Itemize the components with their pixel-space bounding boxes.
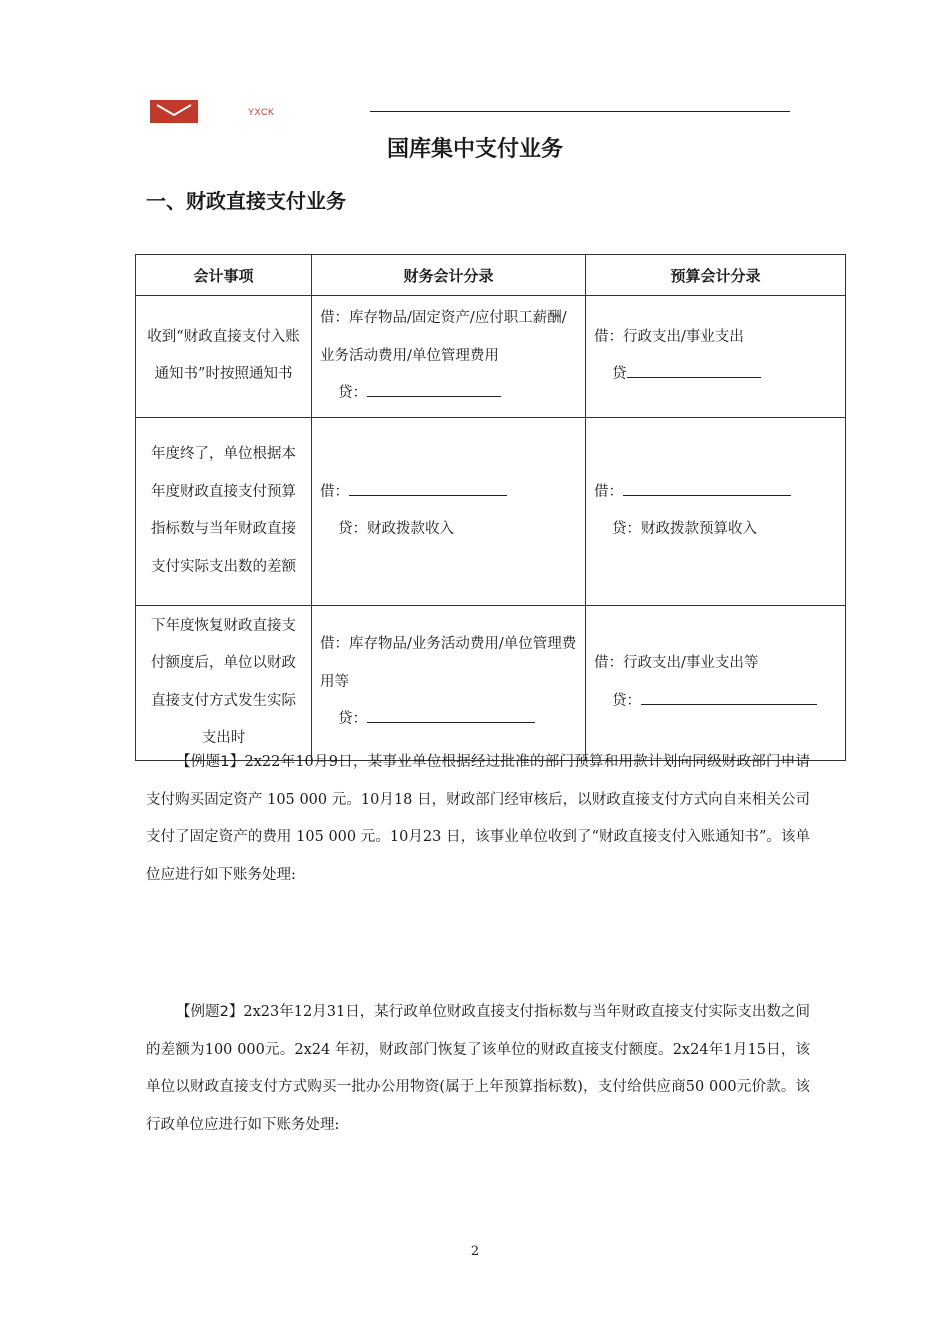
logo-text: YXCK bbox=[248, 107, 275, 117]
debit-line bbox=[320, 474, 577, 512]
logo-icon bbox=[150, 100, 198, 123]
budget-entry bbox=[586, 296, 846, 418]
financial-entry bbox=[312, 417, 586, 605]
debit-label: 借： bbox=[320, 483, 349, 500]
example-tag: 【例题1】 bbox=[176, 754, 245, 770]
budget-entry bbox=[586, 417, 846, 605]
example-1 bbox=[146, 744, 810, 894]
answer-blank bbox=[367, 708, 535, 723]
financial-entry bbox=[312, 296, 586, 418]
credit-label: 贷： bbox=[338, 385, 367, 401]
debit-line: 借：行政支出/事业支出 bbox=[594, 328, 744, 345]
debit-line: 借：库存物品/固定资产/应付职工薪酬/业务活动费用/单位管理费用 bbox=[320, 310, 567, 364]
answer-blank bbox=[641, 690, 817, 705]
budget-entry bbox=[586, 605, 846, 760]
financial-entry bbox=[312, 605, 586, 760]
debit-line: 借：行政支出/事业支出等 bbox=[594, 655, 759, 671]
column-header: 会计事项 bbox=[136, 255, 312, 296]
debit-line bbox=[594, 474, 837, 512]
table-header-row bbox=[136, 255, 846, 296]
credit-label: 贷： bbox=[338, 711, 367, 728]
example-tag: 【例题2】 bbox=[176, 1004, 244, 1020]
accounting-item: 收到“财政直接支付入账通知书”时按照通知书 bbox=[136, 296, 312, 418]
answer-blank bbox=[623, 481, 791, 496]
example-text: 2x23年12月31日，某行政单位财政直接支付指标数与当年财政直接支付实际支出数之间的差额为100 000元。2x24 年初，财政部门恢复了该单位的财政直接支付额度。2x24年1月15日，该单位以财政直接支付方式购买一批办公用物资(属于上年预算指标数)，支付给供应商50 000元价款。该行政单位应进行如下账务处理: bbox=[146, 1004, 810, 1133]
debit-label: 借： bbox=[594, 483, 623, 500]
credit-line bbox=[320, 375, 577, 413]
credit-line bbox=[594, 683, 837, 721]
page-title: 国库集中支付业务 bbox=[386, 137, 563, 162]
debit-line: 借：库存物品/业务活动费用/单位管理费用等 bbox=[320, 636, 577, 690]
column-header: 预算会计分录 bbox=[586, 255, 846, 296]
header-rule bbox=[370, 111, 790, 112]
accounting-item: 年度终了，单位根据本年度财政直接支付预算指标数与当年财政直接支付实际支出数的差额 bbox=[136, 417, 312, 605]
accounting-entries-table bbox=[135, 254, 846, 761]
example-text: 2x22年10月9日，某事业单位根据经过批准的部门预算和用款计划向同级财政部门申请支付购买固定资产 105 000 元。10月18 日，财政部门经审核后，以财政直接支付方式向自来相关公司支付了固定资产的费用 105 000 元。10月23 日，该事业单位收到了“财政直接支付入账通知书”。该单位应进行如下账务处理: bbox=[146, 754, 810, 883]
credit-label: 贷 bbox=[612, 366, 627, 383]
credit-line: 贷：财政拨款预算收入 bbox=[612, 521, 757, 537]
answer-blank bbox=[367, 382, 501, 397]
page-number: 2 bbox=[470, 1244, 480, 1259]
table-row bbox=[136, 417, 846, 605]
section-title: 一、财政直接支付业务 bbox=[146, 189, 346, 213]
column-header: 财务会计分录 bbox=[312, 255, 586, 296]
credit-line bbox=[594, 356, 837, 394]
answer-blank bbox=[349, 481, 507, 496]
credit-line: 贷：财政拨款收入 bbox=[338, 521, 454, 537]
credit-line bbox=[320, 701, 577, 739]
accounting-item: 下年度恢复财政直接支付额度后，单位以财政直接支付方式发生实际支出时 bbox=[136, 605, 312, 760]
credit-label: 贷： bbox=[612, 692, 641, 709]
example-2 bbox=[146, 994, 810, 1144]
table-row bbox=[136, 296, 846, 418]
answer-blank bbox=[627, 363, 761, 378]
table-row bbox=[136, 605, 846, 760]
